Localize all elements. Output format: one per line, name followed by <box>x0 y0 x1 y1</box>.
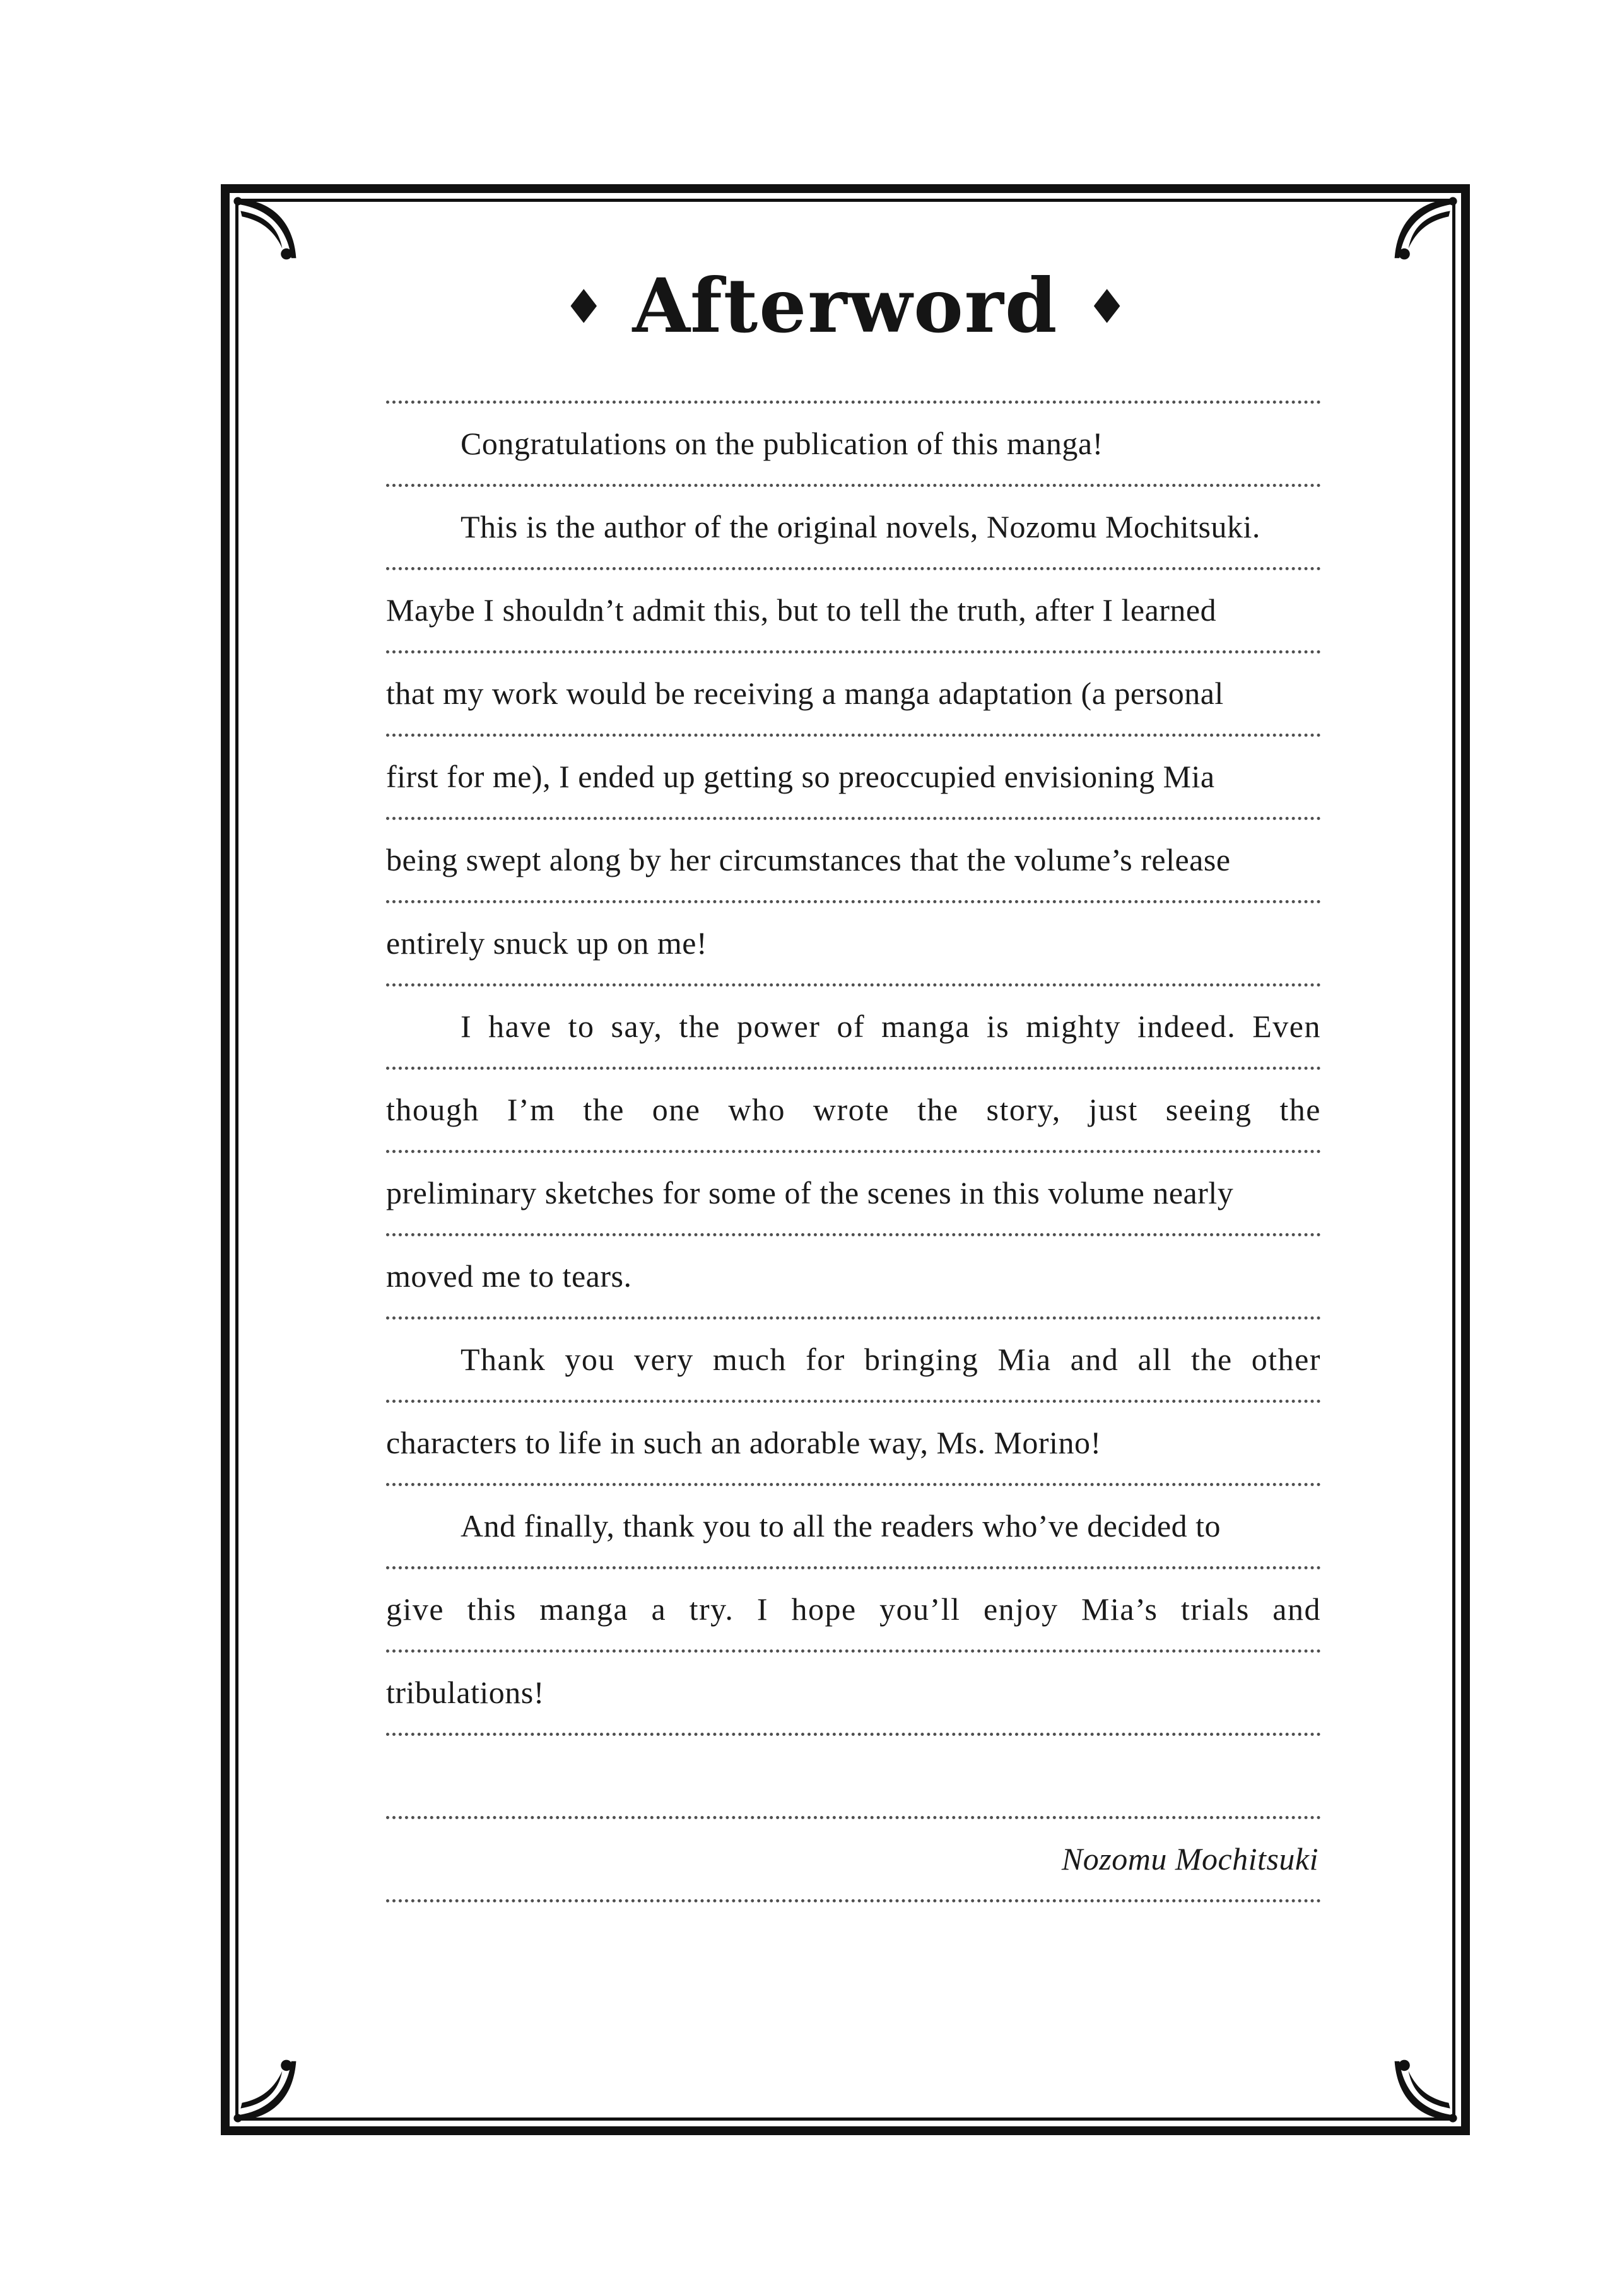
text-row <box>386 1067 1321 1150</box>
text-row <box>386 983 1321 1067</box>
diamond-icon: ♦ <box>1086 280 1128 334</box>
corner-flourish-icon <box>1390 194 1460 264</box>
text-row <box>386 1566 1321 1649</box>
decorative-frame <box>221 184 1470 2135</box>
text-row <box>386 1483 1321 1566</box>
text-row <box>386 1150 1321 1233</box>
line-text: being swept along by her circumstances that the volume’s release <box>386 842 1231 878</box>
text-row <box>386 401 1321 484</box>
text-row <box>386 1316 1321 1400</box>
line-text: Thank you very much for bringing Mia and all the other <box>461 1342 1321 1378</box>
diamond-icon: ♦ <box>563 280 605 334</box>
text-row <box>386 817 1321 900</box>
frame-inner-border <box>235 199 1455 2121</box>
text-row <box>386 734 1321 817</box>
line-text: Congratulations on the publication of this manga! <box>461 426 1103 462</box>
page-title-text: Afterword <box>632 262 1059 349</box>
corner-flourish-icon <box>231 194 300 264</box>
line-text: entirely snuck up on me! <box>386 925 708 961</box>
line-text: tribulations! <box>386 1675 544 1711</box>
line-text: This is the author of the original novels, Nozomu Mochitsuki. <box>461 509 1260 545</box>
line-text: preliminary sketches for some of the scenes in this volume nearly <box>386 1175 1234 1211</box>
text-row <box>386 567 1321 650</box>
line-text: though I’m the one who wrote the story, just seeing the <box>386 1092 1321 1128</box>
line-text: Maybe I shouldn’t admit this, but to tell the truth, after I learned <box>386 592 1217 628</box>
corner-flourish-icon <box>1390 2056 1460 2125</box>
text-row <box>386 484 1321 567</box>
text-row <box>386 1233 1321 1316</box>
signature-row <box>386 1816 1321 1899</box>
line-text: characters to life in such an adorable way, Ms. Morino! <box>386 1425 1101 1461</box>
author-signature: Nozomu Mochitsuki <box>1061 1841 1318 1877</box>
corner-flourish-icon <box>231 2056 300 2125</box>
line-text: give this manga a try. I hope you’ll enjoy Mia’s trials and <box>386 1591 1321 1627</box>
line-text: And finally, thank you to all the readers who’ve decided to <box>461 1508 1221 1544</box>
text-row <box>386 1400 1321 1483</box>
page-title <box>238 262 1452 349</box>
text-row <box>386 650 1321 734</box>
spacer-row <box>386 1733 1321 1816</box>
line-text: moved me to tears. <box>386 1258 632 1294</box>
dotted-rule <box>386 1899 1321 1902</box>
text-row <box>386 900 1321 983</box>
line-text: that my work would be receiving a manga adaptation (a personal <box>386 676 1224 712</box>
line-text: I have to say, the power of manga is mighty indeed. Even <box>461 1009 1321 1045</box>
afterword-text <box>238 401 1452 1902</box>
line-text: first for me), I ended up getting so preoccupied envisioning Mia <box>386 759 1215 795</box>
text-row <box>386 1649 1321 1733</box>
